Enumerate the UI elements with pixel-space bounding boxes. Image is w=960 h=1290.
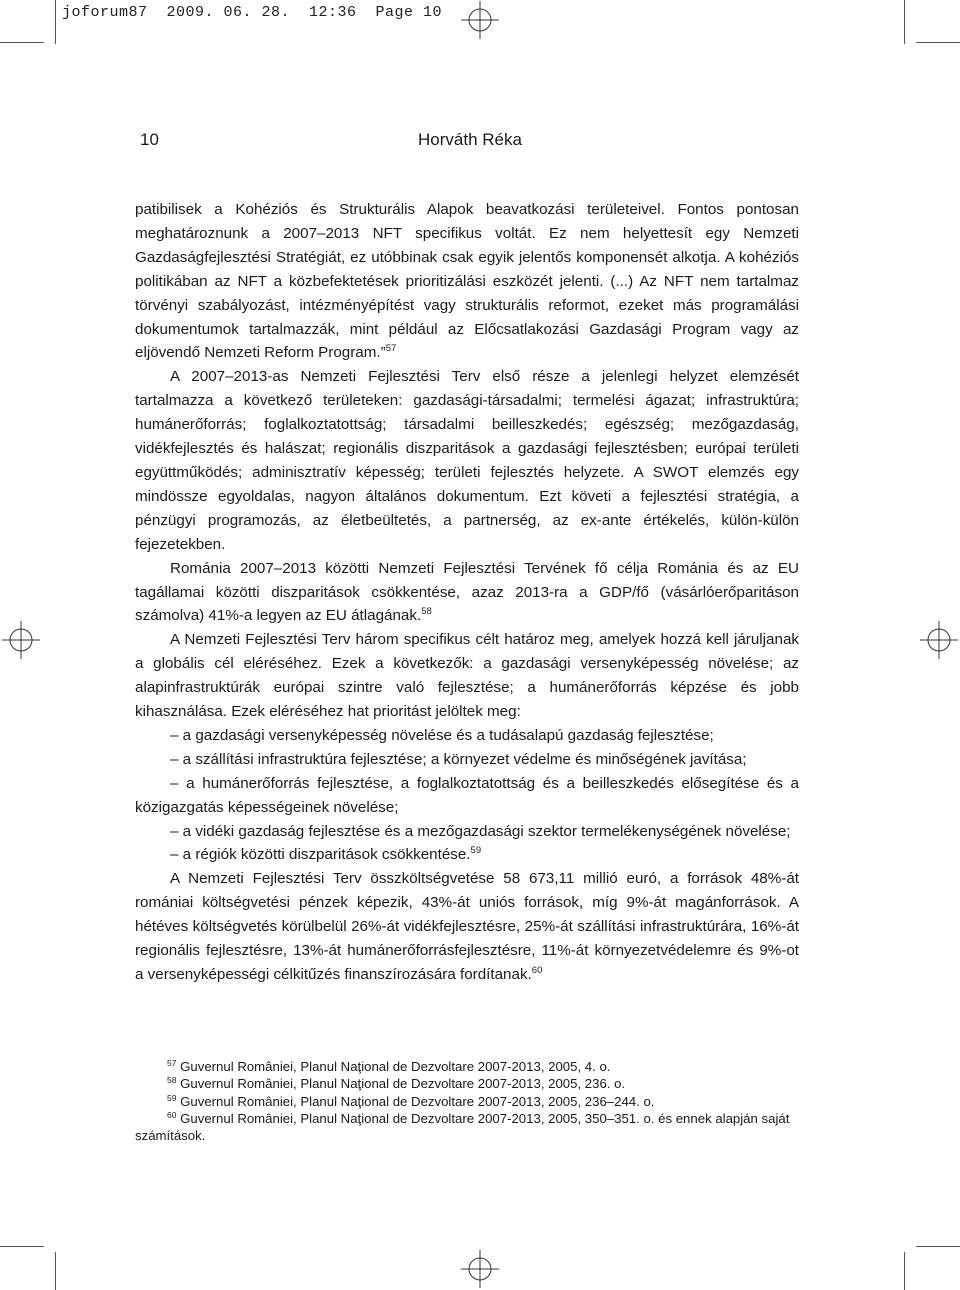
footnote-ref-60: 60 [531, 965, 543, 976]
crop-mark-bottom-left-horizontal [0, 1246, 44, 1247]
registration-mark-bottom-icon [461, 1250, 499, 1288]
crop-mark-top-left-horizontal [0, 42, 44, 43]
crop-mark-top-right-horizontal [916, 42, 960, 43]
crop-mark-bottom-right-horizontal [916, 1246, 960, 1247]
registration-mark-right-icon [920, 621, 958, 659]
page-number: 10 [140, 130, 159, 149]
footnote: $^{59}$ Guvernul României, Planul Naţional de Dezvoltare 2007-2013, 2005, 236–244. o. [167, 1092, 655, 1109]
crop-mark-top-right-vertical [904, 0, 905, 44]
paragraph-1: patibilisek a Kohéziós és Strukturális Alapok beavatkozási területeivel. Fontos pontosan meghatároznunk a 2007–2013 NFT specifikus voltát. Ez nem helyettesít egy Nemzeti Gazdaságfejlesztési Stratégiát, ez utóbbinak csak egyik jelentős komponensét alkotja. A kohéziós politikában az NFT a közbefektetések prioritizálási eszközét jelenti. (...) Az NFT nem tartalmaz törvényi szabályozást, intézményépítést vagy strukturális reformot, ezeket más programálási dokumentumok tartalmazzák, mint például az Előcsatlakozási Gazdasági Program vagy az eljövendő Nemzeti Reform Program.”$^{57}$ [135, 201, 799, 362]
footnote-ref-57: 57 [385, 343, 397, 355]
printer-slug: joforum87 2009. 06. 28. 12:36 Page 10 [62, 4, 443, 21]
list-item: – a humánerőforrás fejlesztése, a foglalkoztatottság és a beilleszkedés elősegítése és a közigazgatás képességeinek növelése; [135, 774, 799, 816]
list-item: – a régiók közötti diszparitások csökkentése.$^{59}$ [170, 845, 482, 864]
crop-mark-bottom-left-vertical [55, 1252, 56, 1290]
paragraph-2: A 2007–2013-as Nemzeti Fejlesztési Terv első része a jelenlegi helyzet elemzését tartalmazza a következő területeken: gazdasági-társadalmi; termelési ágazat; infrastruktúra; humánerőforrás; foglalkoztatottság; társadalmi beilleszkedés; egészség; mezőgazdaság, vidékfejlesztés és halászat; regionális diszparitások a gazdasági fejlesztésben; európai területi együttműködés; adminisztratív képesség; területi fejlesztés helyzete. A SWOT elemzés egy mindössze egyoldalas, nagyon általános dokumentum. Ezt követi a fejlesztési stratégia, a pénzügyi programozás, az életbeültetés, a partnerség, az ex-ante értékelés, külön-külön fejezetekben. [135, 368, 799, 553]
footnotes [135, 1058, 799, 1144]
body-text [135, 198, 799, 987]
paragraph-5: A Nemzeti Fejlesztési Terv összköltségvetése 58 673,11 millió euró, a források 48%-át romániai költségvetési pénzek képezik, 43%-át uniós források, míg 9%-át magánforrások. A hétéves költségvetés körülbelül 26%-át vidékfejlesztésre, 25%-át szállítási infrastruktúrára, 16%-át regionális fejlesztésre, 13%-át humánerőforrásfejlesztésre, 11%-át környezetvédelemre és 9%-ot a versenyképességi célkitűzés finanszírozására fordítanak.$^{60}$ [135, 870, 799, 983]
footnote-ref-59: 59 [470, 845, 482, 857]
footnote-ref-58: 58 [421, 606, 432, 618]
paragraph-3: Románia 2007–2013 közötti Nemzeti Fejlesztési Tervének fő célja Románia és az EU tagállamai közötti diszparitások csökkentése, azaz 2013-ra a GDP/fő (vásárlóerőparitáson számolva) 41%-a legyen az EU átlagának.$^{58}$ [135, 559, 799, 625]
list-item: – a szállítási infrastruktúra fejlesztése; a környezet védelme és minőségének javítása; [170, 750, 747, 768]
registration-mark-left-icon [2, 621, 40, 659]
crop-mark-top-left-vertical [55, 0, 56, 44]
crop-mark-bottom-right-vertical [904, 1252, 905, 1290]
list-item: – a gazdasági versenyképesség növelése és a tudásalapú gazdaság fejlesztése; [170, 726, 714, 744]
footnote: $^{57}$ Guvernul României, Planul Naţional de Dezvoltare 2007-2013, 2005, 4. o. [167, 1058, 611, 1074]
registration-mark-top-icon [461, 1, 499, 39]
footnote: $^{60}$ Guvernul României, Planul Naţional de Dezvoltare 2007-2013, 2005, 350–351. o. és ennek alapján saját számítások. [135, 1109, 790, 1144]
footnote: $^{58}$ Guvernul României, Planul Naţional de Dezvoltare 2007-2013, 2005, 236. o. [167, 1075, 626, 1092]
list-item: – a vidéki gazdaság fejlesztése és a mezőgazdasági szektor termelékenységének növelése; [170, 822, 791, 840]
running-header-author: Horváth Réka [418, 130, 522, 149]
paragraph-4: A Nemzeti Fejlesztési Terv három specifikus célt határoz meg, amelyek hozzá kell járuljanak a globális cél eléréséhez. Ezek a következők: a gazdasági versenyképesség növelése; az alapinfrastruktúrák európai szintre való fejlesztése; a humánerőforrás képzése és jobb kihasználása. Ezek eléréséhez hat prioritást jelöltek meg: [135, 631, 799, 721]
running-header [138, 130, 802, 154]
